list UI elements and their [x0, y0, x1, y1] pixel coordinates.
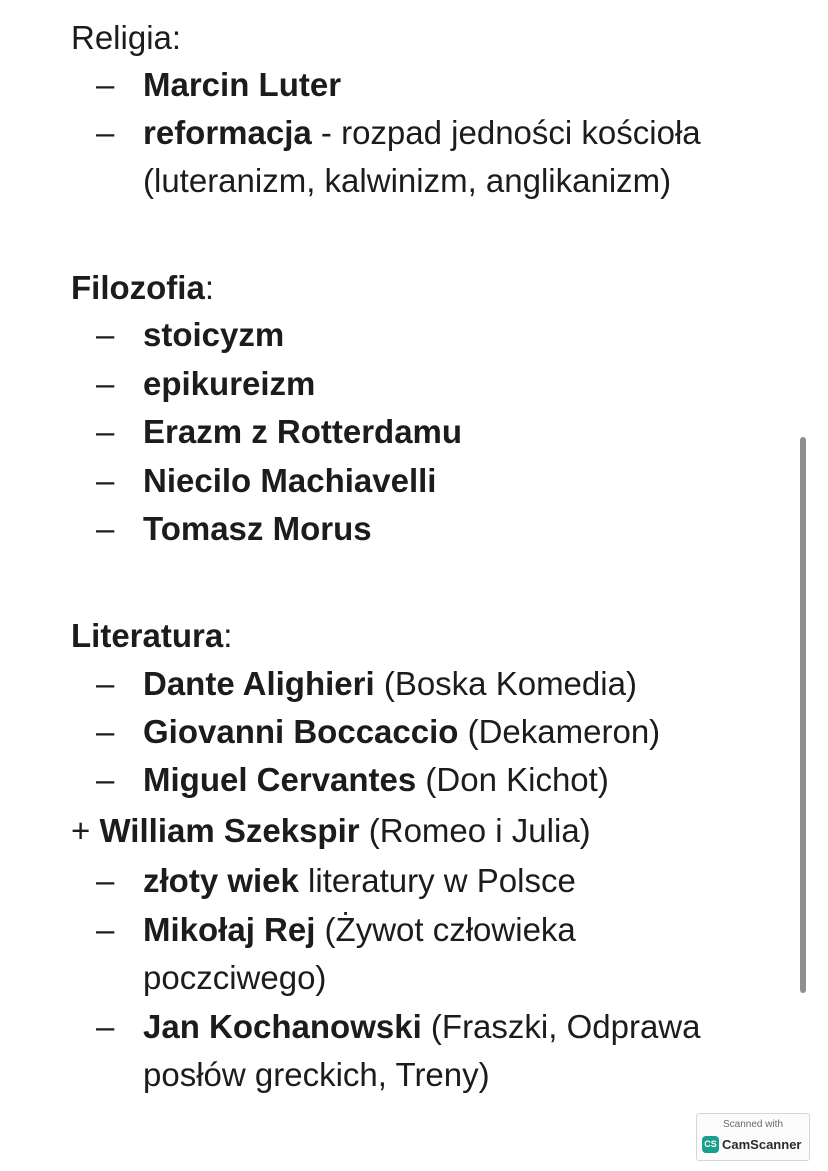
list-item-text: (Fraszki, Odprawa	[421, 1008, 701, 1045]
list-item-continuation: (luteranizm, kalwinizm, anglikanizm)	[143, 162, 672, 199]
list-dash: –	[96, 665, 115, 702]
list-item-bold: Dante Alighieri	[143, 665, 375, 702]
list-item-bold: Mikołaj Rej	[143, 911, 316, 948]
heading-literatura: Literatura:	[71, 617, 233, 654]
list-dash: –	[96, 713, 115, 750]
list-item-bold: Niecilo Machiavelli	[143, 462, 437, 499]
list-item-text: (Dekameron)	[458, 713, 661, 750]
list-dash: –	[96, 761, 115, 798]
list-dash: –	[96, 462, 115, 499]
list-item-text: (Boska Komedia)	[374, 665, 637, 702]
heading-religia: Religia:	[71, 19, 182, 56]
watermark-brand: CamScanner	[722, 1137, 802, 1152]
list-item-text: - rozpad jedności kościoła	[311, 114, 701, 151]
heading-filozofia-text: Filozofia	[71, 269, 205, 306]
watermark-caption: Scanned with	[722, 1119, 784, 1130]
list-item-bold: Giovanni Boccaccio	[143, 713, 459, 750]
list-dash: –	[96, 1008, 115, 1045]
plus-list-item	[71, 807, 591, 855]
list-item-bold: złoty wiek	[143, 862, 299, 899]
heading-filozofia: Filozofia:	[71, 269, 214, 306]
vertical-scrollbar[interactable]	[800, 437, 806, 993]
camscanner-watermark	[696, 1113, 810, 1161]
list-item-continuation: posłów greckich, Treny)	[143, 1056, 490, 1093]
list-dash: –	[96, 66, 115, 103]
list-item-bold: Miguel Cervantes	[143, 761, 417, 798]
list-dash: –	[96, 862, 115, 899]
heading-religia-text: Religia	[71, 19, 172, 56]
list-item-continuation: poczciwego)	[143, 959, 327, 996]
list-item-bold: stoicyzm	[143, 316, 285, 353]
list-item-bold: Jan Kochanowski	[143, 1008, 422, 1045]
list-dash: –	[96, 316, 115, 353]
list-dash: –	[96, 365, 115, 402]
plus-prefix: +	[71, 812, 100, 849]
camscanner-logo-icon: CS	[702, 1136, 719, 1153]
list-dash: –	[96, 510, 115, 547]
list-dash: –	[96, 911, 115, 948]
list-item-bold: Erazm z Rotterdamu	[143, 413, 463, 450]
heading-literatura-text: Literatura	[71, 617, 224, 654]
list-item-text: (Żywot człowieka	[315, 911, 576, 948]
list-item-bold: William Szekspir	[99, 812, 360, 849]
list-item-text: (Don Kichot)	[416, 761, 609, 798]
list-item-text: (Romeo i Julia)	[359, 812, 591, 849]
list-item-bold: Marcin Luter	[143, 66, 342, 103]
list-dash: –	[96, 413, 115, 450]
list-item-bold: Tomasz Morus	[143, 510, 372, 547]
list-item-text: literatury w Polsce	[298, 862, 576, 899]
list-dash: –	[96, 114, 115, 151]
list-item-bold: reformacja	[143, 114, 312, 151]
list-item-bold: epikureizm	[143, 365, 316, 402]
